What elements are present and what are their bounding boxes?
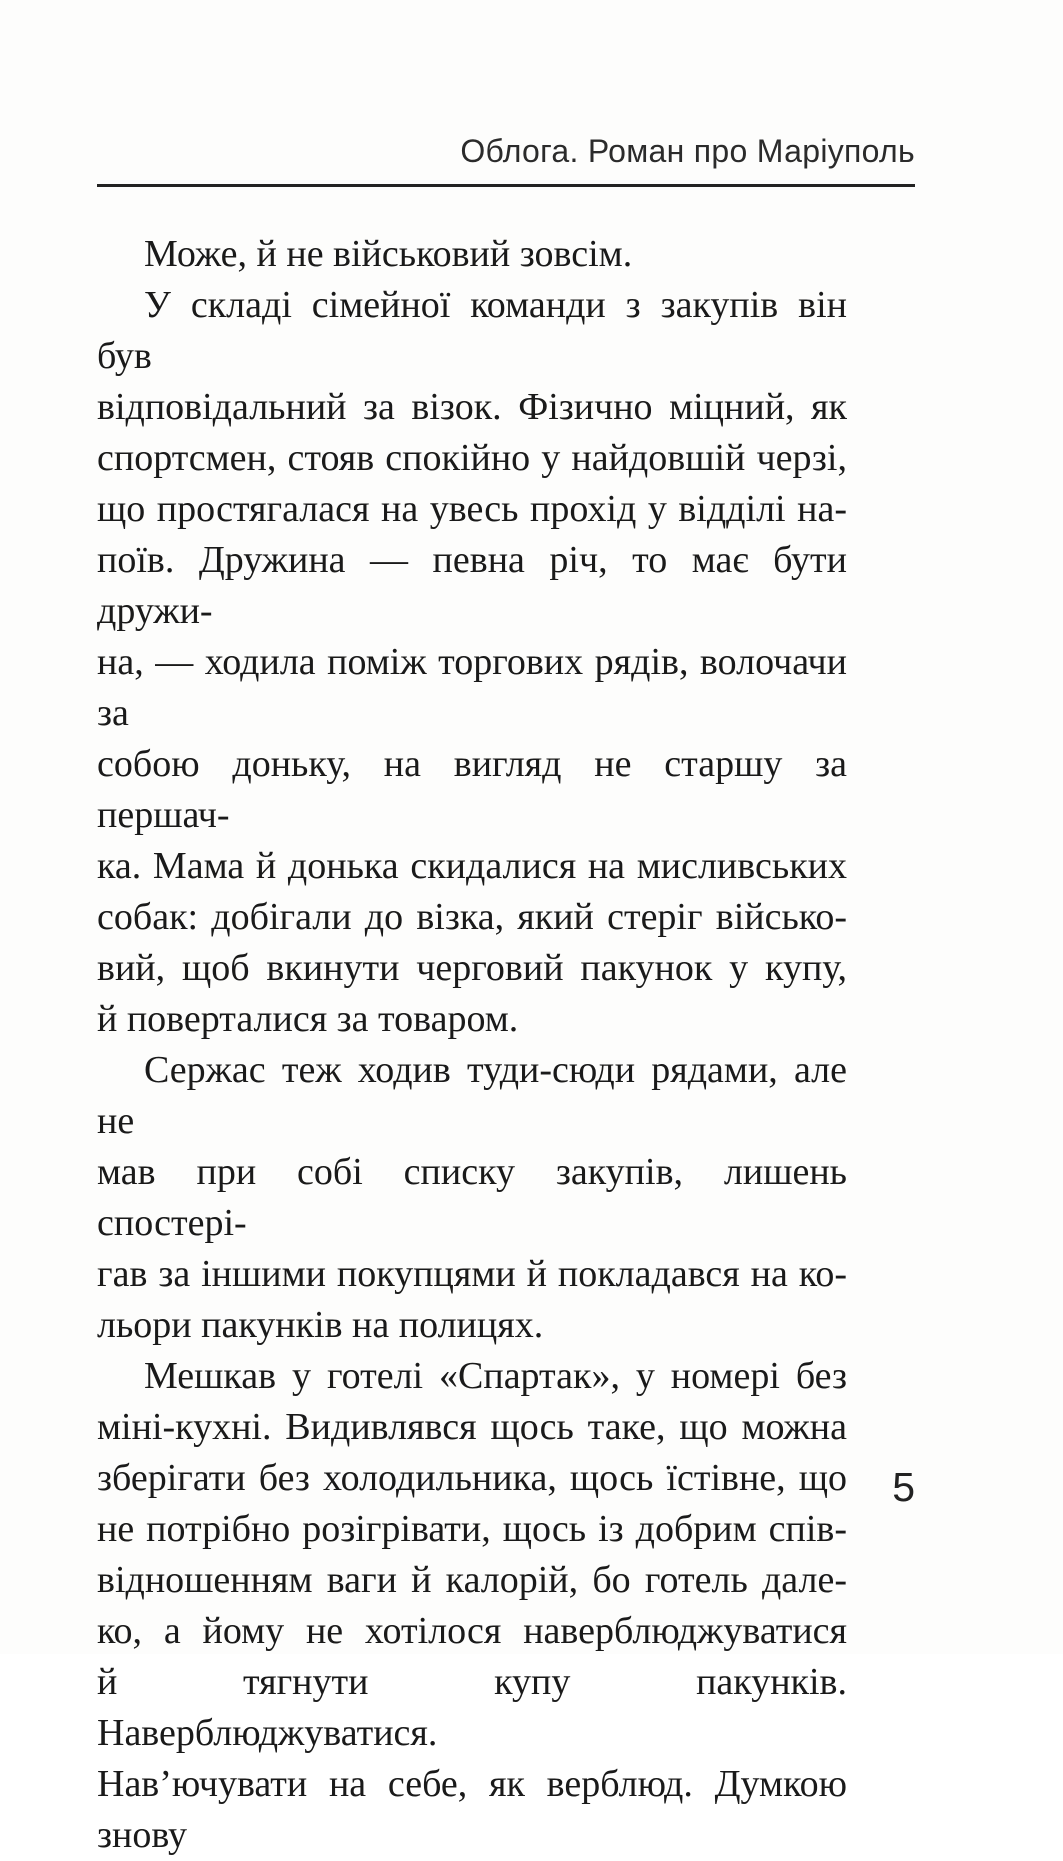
text-line: Нав’ючувати на себе, як верблюд. Думкою знову xyxy=(97,1763,847,1856)
paragraph xyxy=(97,280,847,1045)
text-line: й поверталися за товаром. xyxy=(97,998,519,1040)
running-head: Облога. Роман про Маріуполь xyxy=(460,133,915,169)
text-line: не потрібно розігрівати, щось із добрим спів- xyxy=(97,1508,847,1550)
text-line: й тягнути купу пакунків. Наверблюджуватися. xyxy=(97,1661,847,1754)
text-line: ка. Мама й донька скидалися на мисливських xyxy=(97,845,847,887)
text-line: ко, а йому не хотілося наверблюджуватися xyxy=(97,1610,847,1652)
text-line: Сержас теж ходив туди-сюди рядами, але не xyxy=(97,1049,847,1142)
text-line: собою доньку, на вигляд не старшу за першач- xyxy=(97,743,847,836)
paragraph xyxy=(97,229,847,280)
text-line: що простягалася на увесь прохід у відділі на- xyxy=(97,488,847,530)
header-rule xyxy=(97,184,915,187)
text-line: собак: добігали до візка, який стеріг військо- xyxy=(97,896,847,938)
body-text xyxy=(97,229,847,1861)
paragraph xyxy=(97,1351,847,1861)
paragraph xyxy=(97,1045,847,1351)
text-line: поїв. Дружина — певна річ, то має бути дружи- xyxy=(97,539,847,632)
text-line: У складі сімейної команди з закупів він був xyxy=(97,284,847,377)
text-line: вий, щоб вкинути черговий пакунок у купу, xyxy=(97,947,847,989)
text-line: зберігати без холодильника, щось їстівне, що xyxy=(97,1457,847,1499)
text-line: відповідальний за візок. Фізично міцний, як xyxy=(97,386,847,428)
text-line: спортсмен, стояв спокійно у найдовшій черзі, xyxy=(97,437,847,479)
text-line: відношенням ваги й калорій, бо готель дале- xyxy=(97,1559,847,1601)
page-number: 5 xyxy=(892,1464,915,1510)
text-line: міні-кухні. Видивлявся щось таке, що можна xyxy=(97,1406,847,1448)
text-line: гав за іншими покупцями й покладався на ко- xyxy=(97,1253,847,1295)
text-line: мав при собі списку закупів, лишень спостері- xyxy=(97,1151,847,1244)
text-line: Може, й не військовий зовсім. xyxy=(144,233,633,275)
text-line: Мешкав у готелі «Спартак», у номері без xyxy=(144,1355,847,1397)
text-line: на, — ходила поміж торгових рядів, волочачи за xyxy=(97,641,847,734)
text-line: льори пакунків на полицях. xyxy=(97,1304,544,1346)
